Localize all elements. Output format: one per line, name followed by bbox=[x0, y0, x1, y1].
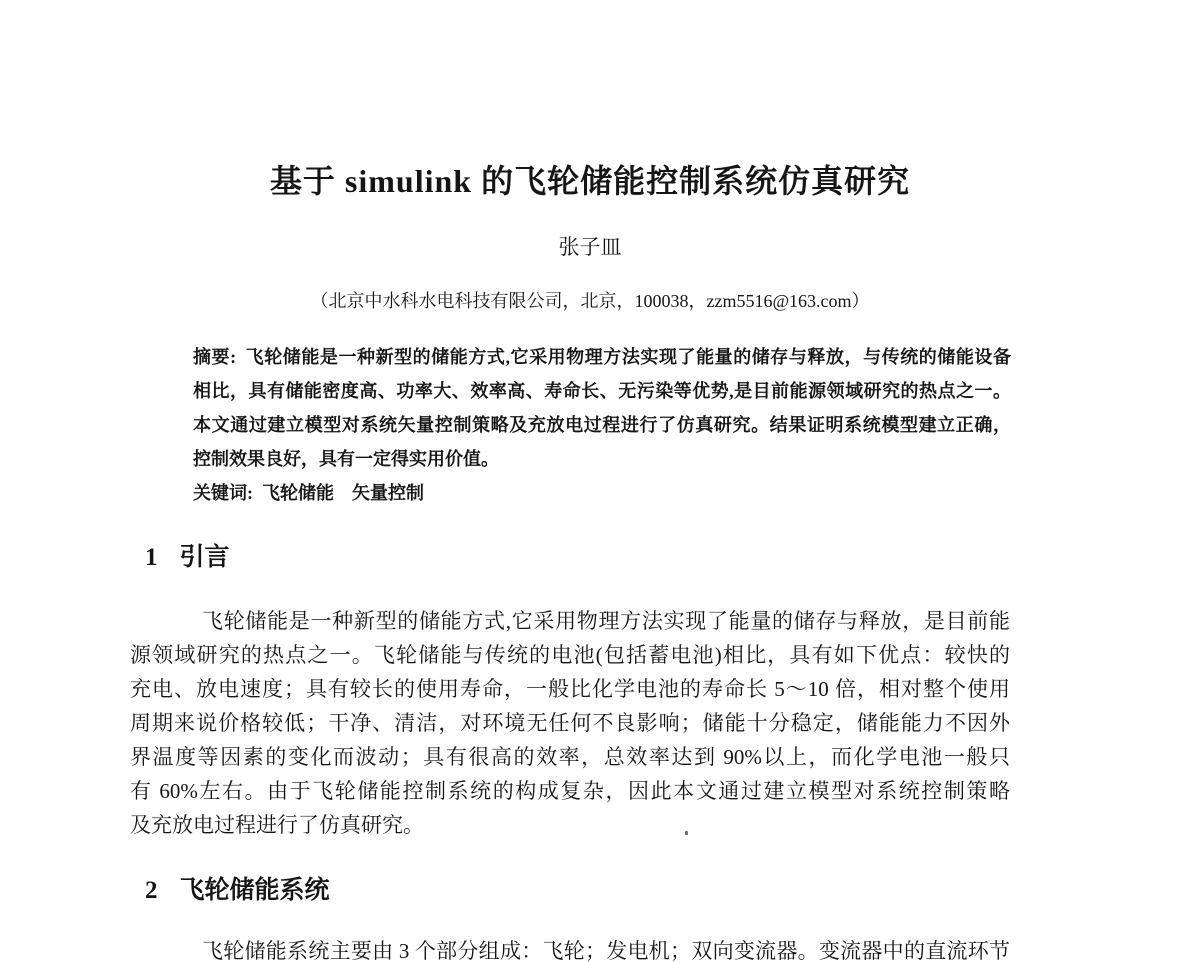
author-name: 张子皿 bbox=[558, 235, 622, 259]
section-1-number: 1 bbox=[145, 544, 158, 571]
paper-title: 基于 simulink 的飞轮储能控制系统仿真研究 bbox=[269, 163, 911, 199]
abstract-line: 相比，具有储能密度高、功率大、效率高、寿命长、无污染等优势,是目前能源领域研究的热点之一。 bbox=[193, 381, 1011, 401]
keywords-line bbox=[193, 476, 1011, 510]
paragraph-line: 飞轮储能系统主要由 3 个部分组成：飞轮；发电机；双向变流器。变流器中的直流环节 bbox=[202, 939, 1010, 962]
section-2-title: 飞轮储能系统 bbox=[179, 877, 330, 904]
introduction-paragraph bbox=[130, 604, 1010, 842]
section-2-paragraph bbox=[130, 934, 1010, 962]
abstract-block bbox=[193, 340, 1011, 510]
author-affiliation: （北京中水科水电科技有限公司，北京，100038，zzm5516@163.com） bbox=[310, 291, 870, 311]
section-2-number: 2 bbox=[145, 877, 158, 904]
paragraph-line: 有 60%左右。由于飞轮储能控制系统的构成复杂，因此本文通过建立模型对系统控制策略 bbox=[130, 779, 1010, 803]
abstract-line: 本文通过建立模型对系统矢量控制策略及充放电过程进行了仿真研究。结果证明系统模型建立正确， bbox=[193, 415, 1011, 435]
paragraph-line: 界温度等因素的变化而波动；具有很高的效率，总效率达到 90%以上，而化学电池一般只 bbox=[130, 745, 1010, 769]
keywords-text: 飞轮储能 矢量控制 bbox=[262, 483, 424, 503]
paragraph-line: 飞轮储能是一种新型的储能方式,它采用物理方法实现了能量的储存与释放，是目前能 bbox=[202, 609, 1010, 633]
paragraph-line: 源领域研究的热点之一。飞轮储能与传统的电池(包括蓄电池)相比，具有如下优点：较快的 bbox=[130, 643, 1010, 667]
paragraph-line: 充电、放电速度；具有较长的使用寿命，一般比化学电池的寿命长 5～10 倍，相对整个使用 bbox=[130, 677, 1010, 701]
section-1-title: 引言 bbox=[179, 544, 230, 571]
abstract-text: 飞轮储能是一种新型的储能方式,它采用物理方法实现了能量的储存与释放，与传统的储能设备 bbox=[245, 347, 1011, 367]
section-2-heading bbox=[145, 874, 330, 908]
paragraph-line: 周期来说价格较低；干净、清洁，对环境无任何不良影响；储能十分稳定，储能能力不因外 bbox=[130, 711, 1010, 735]
abstract-label: 摘要: bbox=[193, 347, 237, 367]
paragraph-line: 及充放电过程进行了仿真研究。 bbox=[130, 813, 424, 837]
scan-artifact-dot bbox=[685, 831, 688, 835]
section-1-heading bbox=[145, 541, 230, 575]
abstract-line bbox=[193, 340, 1011, 374]
keywords-label: 关键词: bbox=[193, 483, 253, 503]
abstract-line: 控制效果良好，具有一定得实用价值。 bbox=[193, 449, 499, 469]
